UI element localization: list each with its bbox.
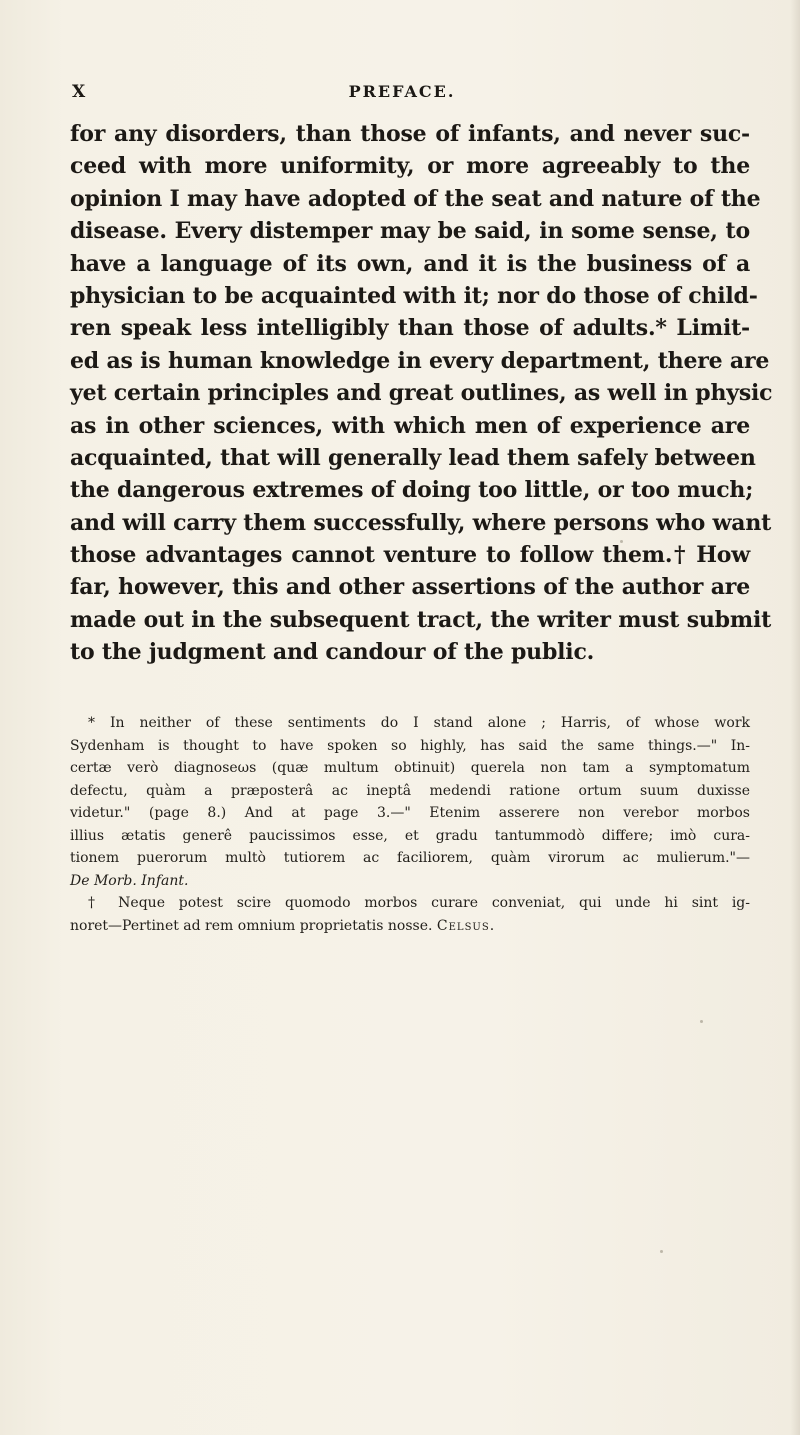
body-line: to the judgment and candour of the public.: [70, 639, 595, 666]
body-line: ed as is human knowledge in every department, there are: [70, 347, 770, 374]
body-line: made out in the subsequent tract, the writer must submit: [70, 606, 772, 633]
footnote-line: tionem puerorum multò tutiorem ac faciliorem, quàm virorum ac mulierum."—: [70, 850, 750, 866]
body-line: for any disorders, than those of infants, and never suc-: [70, 121, 750, 147]
footnote-line: * In neither of these sentiments do I stand alone ; Harris, of whose work: [88, 715, 750, 731]
body-line: physician to be acquainted with it; nor do those of child-: [70, 282, 758, 309]
body-paragraph: [70, 118, 773, 669]
paper-speck: [620, 540, 623, 543]
footnote-source: De Morb. Infant.: [70, 872, 189, 889]
body-line: those advantages cannot venture to follow them.† How: [70, 542, 750, 569]
paper-speck: [700, 1020, 703, 1023]
running-head: [72, 82, 732, 106]
paper-speck: [660, 1250, 663, 1253]
body-line: the dangerous extremes of doing too little, or too much;: [70, 477, 754, 504]
body-line: and will carry them successfully, where persons who want: [70, 509, 772, 536]
body-line: far, however, this and other assertions of the author are: [70, 574, 750, 601]
body-line: acquainted, that will generally lead them safely between: [70, 444, 756, 471]
body-line: ceed with more uniformity, or more agreeably to the: [70, 153, 750, 180]
footnotes: [70, 712, 750, 937]
footnote-source-line: [70, 870, 750, 893]
body-line: yet certain principles and great outlines, as well in physic: [70, 380, 773, 407]
footnote-text: noret—Pertinet ad rem omnium proprietatis nosse.: [70, 917, 433, 934]
footnote-line: illius ætatis generê paucissimos esse, et gradu tantummodò differe; imò cura-: [70, 827, 750, 844]
footnote-line: Sydenham is thought to have spoken so highly, has said the same things.—" In-: [70, 737, 750, 754]
body-line: ren speak less intelligibly than those of adults.* Limit-: [70, 315, 750, 342]
page-folio: X: [72, 82, 87, 102]
footnote-last-line: [70, 915, 750, 938]
running-head-title: PREFACE.: [348, 82, 456, 101]
footnote-line: certæ verò diagnoseωs (quæ multum obtinuit) querela non tam a symptomatum: [70, 760, 750, 776]
footnote-line: videtur." (page 8.) And at page 3.—" Etenim asserere non verebor morbos: [70, 805, 750, 821]
body-line: as in other sciences, with which men of experience are: [70, 412, 750, 439]
footnote-attribution: Celsus.: [436, 917, 496, 934]
page-edge-shadow: [790, 0, 800, 1435]
body-line: have a language of its own, and it is the business of a: [70, 250, 750, 277]
body-line: opinion I may have adopted of the seat and nature of the: [70, 185, 761, 212]
footnote-line: † Neque potest scire quomodo morbos curare conveniat, qui unde hi sint ig-: [88, 895, 750, 911]
footnote-line: defectu, quàm a præposterâ ac ineptâ medendi ratione ortum suum duxisse: [70, 782, 750, 799]
body-line: disease. Every distemper may be said, in some sense, to: [70, 218, 750, 245]
